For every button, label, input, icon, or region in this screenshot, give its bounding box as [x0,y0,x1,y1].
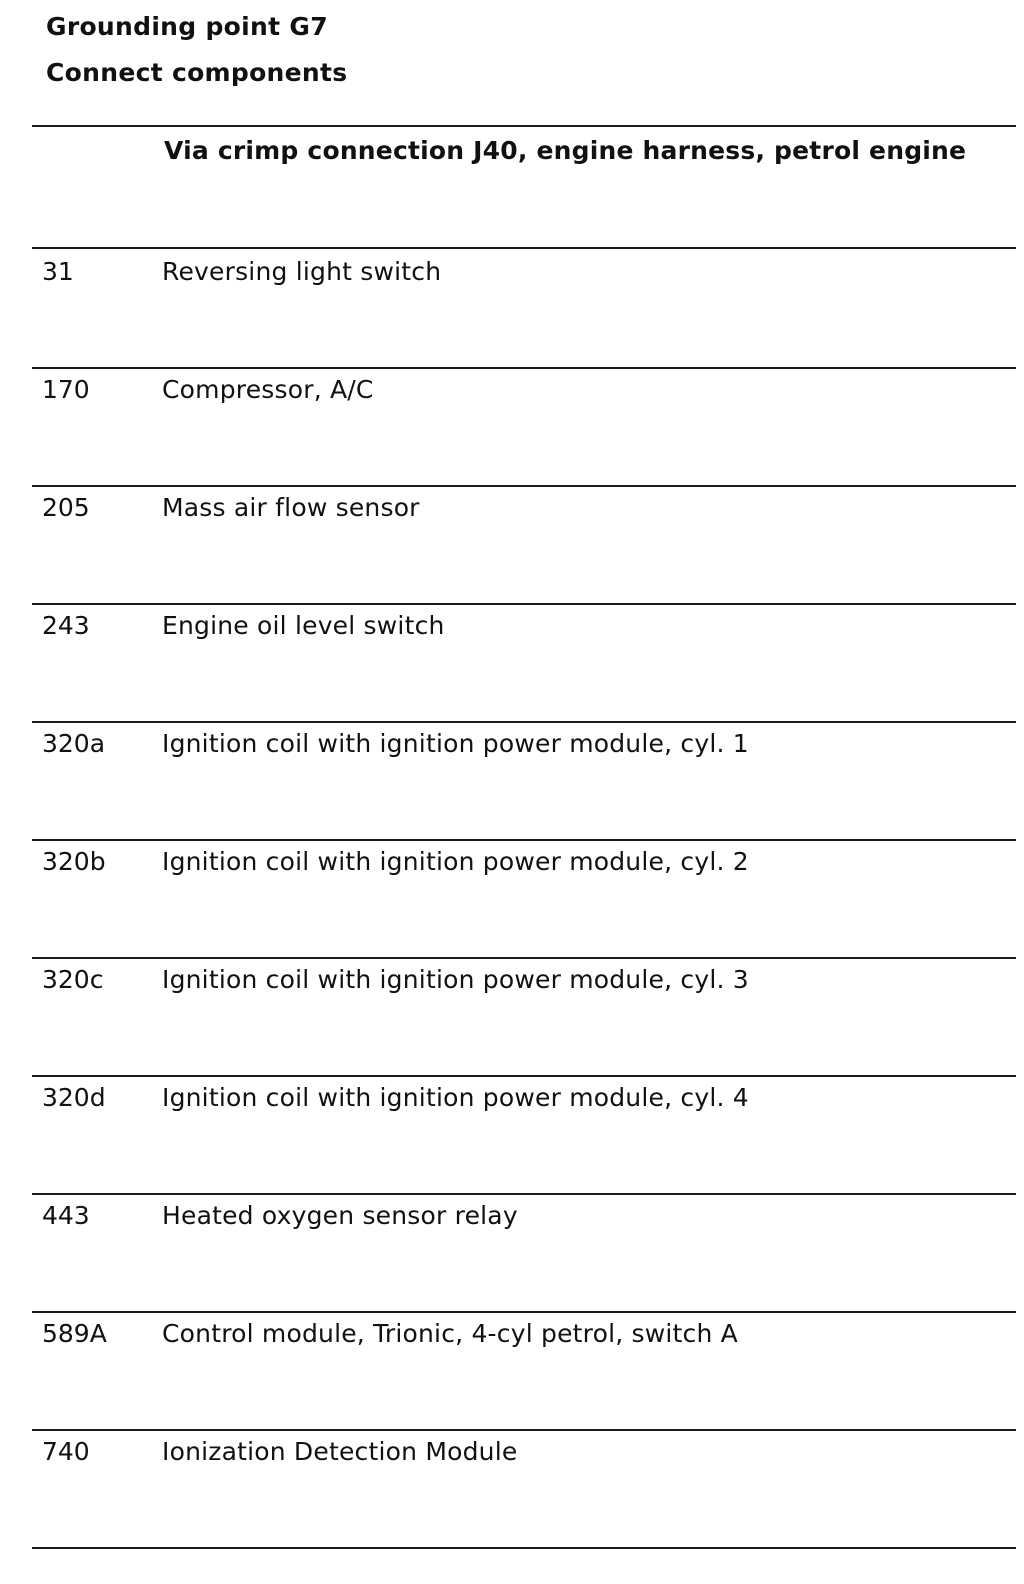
section-subtitle: Connect components [46,58,348,87]
component-number: 31 [42,257,74,286]
component-number: 243 [42,611,90,640]
component-name: Engine oil level switch [162,611,445,640]
table-top-divider [32,125,1016,127]
component-name: Ignition coil with ignition power module, cyl. 1 [162,729,749,758]
page-title: Grounding point G7 [46,12,328,41]
row-divider [32,1547,1016,1549]
component-name: Ignition coil with ignition power module, cyl. 2 [162,847,749,876]
component-number: 320a [42,729,106,758]
component-number: 320d [42,1083,106,1112]
table-row [0,1075,1024,1193]
component-number: 320c [42,965,104,994]
table-header-via: Via crimp connection J40, engine harness, petrol engine [164,136,967,165]
table-row [0,249,1024,367]
component-number: 320b [42,847,106,876]
component-name: Control module, Trionic, 4-cyl petrol, switch A [162,1319,738,1348]
table-row [0,721,1024,839]
table-row [0,485,1024,603]
component-number: 740 [42,1437,90,1466]
component-name: Ionization Detection Module [162,1437,518,1466]
component-number: 443 [42,1201,90,1230]
table-row [0,957,1024,1075]
table-row [0,367,1024,485]
table-row [0,603,1024,721]
component-name: Compressor, A/C [162,375,374,404]
table-row [0,1311,1024,1429]
table-row [0,839,1024,957]
component-name: Reversing light switch [162,257,442,286]
table-row [0,1193,1024,1311]
component-name: Heated oxygen sensor relay [162,1201,518,1230]
table-row [0,1429,1024,1547]
component-number: 205 [42,493,90,522]
component-name: Ignition coil with ignition power module, cyl. 3 [162,965,749,994]
component-name: Ignition coil with ignition power module, cyl. 4 [162,1083,749,1112]
component-name: Mass air flow sensor [162,493,420,522]
component-number: 589A [42,1319,107,1348]
component-number: 170 [42,375,90,404]
